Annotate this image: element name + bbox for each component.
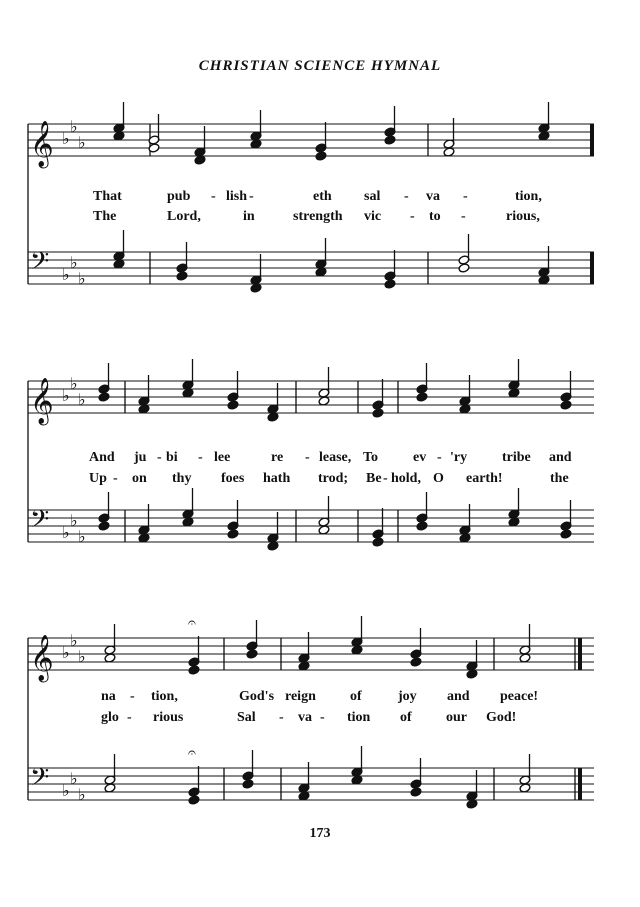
- notehead: [416, 521, 428, 531]
- flat-icon: ♭: [78, 269, 86, 288]
- bass-note: [351, 746, 363, 785]
- lyric-verse-2: -: [113, 471, 118, 486]
- notehead: [98, 521, 110, 531]
- lyric-verse-1: tion,: [515, 189, 542, 204]
- bass-note: [98, 492, 110, 531]
- treble-note: [351, 616, 363, 655]
- lyric-verse-2: Up: [89, 471, 107, 486]
- bass-staff: [28, 763, 594, 804]
- lyric-verse-2: foes: [221, 471, 245, 486]
- lyric-verse-2: -: [320, 710, 325, 725]
- notehead: [188, 665, 200, 675]
- lyric-verse-2: tion: [347, 710, 371, 725]
- lyric-verse-1: -: [198, 450, 203, 465]
- lyric-verse-1: -: [249, 189, 254, 204]
- flat-icon: ♭: [70, 374, 78, 393]
- flat-icon: ♭: [62, 523, 70, 542]
- flat-icon: ♭: [62, 265, 70, 284]
- bass-note: [416, 492, 428, 531]
- running-header: CHRISTIAN SCIENCE HYMNAL: [198, 58, 442, 74]
- lyric-verse-1: God's: [239, 689, 275, 704]
- lyric-verse-1: pub: [167, 189, 191, 204]
- lyric-verse-1: of: [350, 689, 362, 704]
- lyric-verse-2: -: [127, 710, 132, 725]
- lyric-verse-1: -: [157, 450, 162, 465]
- page-number: 173: [309, 826, 331, 841]
- bass-staff: [28, 247, 594, 288]
- lyric-verse-1: That: [93, 189, 122, 204]
- lyric-verse-1: ev: [413, 450, 427, 465]
- lyric-verse-2: in: [243, 209, 255, 224]
- lyric-verse-2: Sal: [237, 710, 256, 725]
- flat-icon: ♭: [78, 647, 86, 666]
- flat-icon: ♭: [78, 133, 86, 152]
- lyric-verse-2: O: [433, 471, 444, 486]
- bass-clef-icon: 𝄢: [30, 763, 50, 798]
- flat-icon: ♭: [78, 527, 86, 546]
- treble-note: [560, 371, 572, 410]
- lyric-verse-2: God!: [486, 710, 517, 725]
- bass-note: [372, 508, 384, 547]
- lyric-verse-2: thy: [172, 471, 192, 486]
- bass-note: [104, 754, 116, 793]
- flat-icon: ♭: [62, 781, 70, 800]
- flat-icon: ♭: [70, 253, 78, 272]
- treble-note: [246, 620, 258, 659]
- lyric-verse-2: Be: [366, 471, 382, 486]
- treble-staff: [28, 117, 594, 169]
- lyric-verse-1: sal: [364, 189, 381, 204]
- treble-note: [508, 359, 520, 398]
- flat-icon: ♭: [62, 643, 70, 662]
- lyric-verse-2: on: [132, 471, 147, 486]
- lyric-verse-2: strength: [293, 209, 343, 224]
- notehead: [246, 649, 258, 659]
- lyric-verse-2: trod;: [318, 471, 349, 486]
- bass-clef-icon: 𝄢: [30, 247, 50, 282]
- treble-clef-icon: 𝄞: [30, 378, 54, 424]
- bass-note: [176, 242, 188, 281]
- lyric-verse-1: -: [211, 189, 216, 204]
- bass-note: [519, 754, 531, 793]
- notehead: [242, 779, 254, 789]
- fermata-icon: 𝄐: [188, 615, 196, 631]
- flat-icon: ♭: [62, 386, 70, 405]
- flat-icon: ♭: [70, 117, 78, 136]
- notehead: [227, 400, 239, 410]
- lyric-verse-2: vic: [364, 209, 382, 224]
- lyric-verse-2: -: [410, 209, 415, 224]
- treble-note: [372, 379, 384, 418]
- bass-note: [188, 766, 200, 805]
- lyric-verse-2: Lord,: [167, 209, 201, 224]
- bass-note: [458, 234, 470, 273]
- notehead: [560, 400, 572, 410]
- lyric-verse-1: tribe: [502, 450, 531, 465]
- lyric-verse-2: va: [298, 710, 312, 725]
- lyric-verse-1: and: [447, 689, 470, 704]
- lyric-verse-1: tion,: [151, 689, 178, 704]
- lyric-verse-2: -: [461, 209, 466, 224]
- lyric-verse-2: The: [93, 209, 117, 224]
- flat-icon: ♭: [62, 129, 70, 148]
- lyric-verse-2: rious,: [506, 209, 540, 224]
- flat-icon: ♭: [78, 785, 86, 804]
- notehead: [410, 787, 422, 797]
- notehead: [372, 408, 384, 418]
- lyric-verse-1: ju: [134, 450, 147, 465]
- bass-note: [384, 250, 396, 289]
- notehead: [372, 537, 384, 547]
- notehead: [98, 392, 110, 402]
- lyric-verse-1: To: [363, 450, 379, 465]
- treble-note: [113, 102, 125, 141]
- flat-icon: ♭: [70, 631, 78, 650]
- bass-clef-icon: 𝄢: [30, 505, 50, 540]
- bass-note: [227, 500, 239, 539]
- treble-note: [315, 122, 327, 161]
- notehead: [410, 657, 422, 667]
- treble-note: [227, 371, 239, 410]
- lyric-verse-2: -: [383, 471, 388, 486]
- lyric-verse-1: re: [271, 450, 284, 465]
- lyric-verse-1: -: [463, 189, 468, 204]
- lyric-verse-1: na: [101, 689, 116, 704]
- bass-staff: [28, 505, 594, 546]
- lyric-verse-1: -: [305, 450, 310, 465]
- treble-note: [250, 110, 262, 149]
- lyric-verse-1: -: [404, 189, 409, 204]
- treble-note: [188, 636, 200, 675]
- lyric-verse-2: hold,: [391, 471, 421, 486]
- lyric-verse-2: -: [279, 710, 284, 725]
- treble-note: [182, 359, 194, 398]
- lyric-verse-1: lease,: [319, 450, 352, 465]
- lyric-verse-1: joy: [398, 689, 417, 704]
- treble-note: [410, 628, 422, 667]
- treble-staff: [28, 374, 594, 426]
- flat-icon: ♭: [70, 769, 78, 788]
- bass-note: [113, 230, 125, 269]
- lyric-verse-1: and: [549, 450, 572, 465]
- lyric-verse-1: peace!: [500, 689, 539, 704]
- fermata-icon: 𝄐: [188, 745, 196, 761]
- lyric-verse-1: -: [437, 450, 442, 465]
- bass-note: [318, 496, 330, 535]
- notehead: [560, 529, 572, 539]
- notehead: [315, 151, 327, 161]
- lyric-verse-1: 'ry: [450, 450, 468, 465]
- treble-note: [384, 106, 396, 145]
- flat-icon: ♭: [78, 390, 86, 409]
- notehead: [176, 271, 188, 281]
- bass-note: [315, 238, 327, 277]
- treble-note: [416, 363, 428, 402]
- lyric-verse-1: bi: [166, 450, 178, 465]
- lyric-verse-2: rious: [153, 710, 184, 725]
- treble-note: [519, 624, 531, 663]
- notehead: [384, 135, 396, 145]
- lyric-verse-2: our: [446, 710, 467, 725]
- lyric-verse-2: glo: [101, 710, 119, 725]
- notehead: [458, 263, 470, 273]
- lyrics-layer: [89, 189, 572, 725]
- notehead: [416, 392, 428, 402]
- bass-note: [182, 488, 194, 527]
- lyric-verse-2: hath: [263, 471, 291, 486]
- bass-note: [560, 500, 572, 539]
- treble-note: [104, 624, 116, 663]
- lyric-verse-1: va: [426, 189, 440, 204]
- flat-icon: ♭: [70, 511, 78, 530]
- lyric-verse-1: lish: [226, 189, 248, 204]
- treble-note: [318, 367, 330, 406]
- notehead: [188, 795, 200, 805]
- lyric-verse-1: lee: [214, 450, 231, 465]
- lyric-verse-2: earth!: [466, 471, 503, 486]
- bass-note: [242, 750, 254, 789]
- treble-clef-icon: 𝄞: [30, 635, 54, 681]
- treble-clef-icon: 𝄞: [30, 121, 54, 167]
- lyric-verse-1: -: [130, 689, 135, 704]
- lyric-verse-1: And: [89, 450, 115, 465]
- bass-note: [508, 488, 520, 527]
- lyric-verse-1: reign: [285, 689, 316, 704]
- bass-note: [410, 758, 422, 797]
- notehead: [227, 529, 239, 539]
- notehead: [384, 279, 396, 289]
- treble-note: [538, 102, 550, 141]
- lyric-verse-2: of: [400, 710, 412, 725]
- lyric-verse-2: the: [550, 471, 569, 486]
- treble-note: [98, 363, 110, 402]
- lyric-verse-1: eth: [313, 189, 332, 204]
- lyric-verse-2: to: [429, 209, 441, 224]
